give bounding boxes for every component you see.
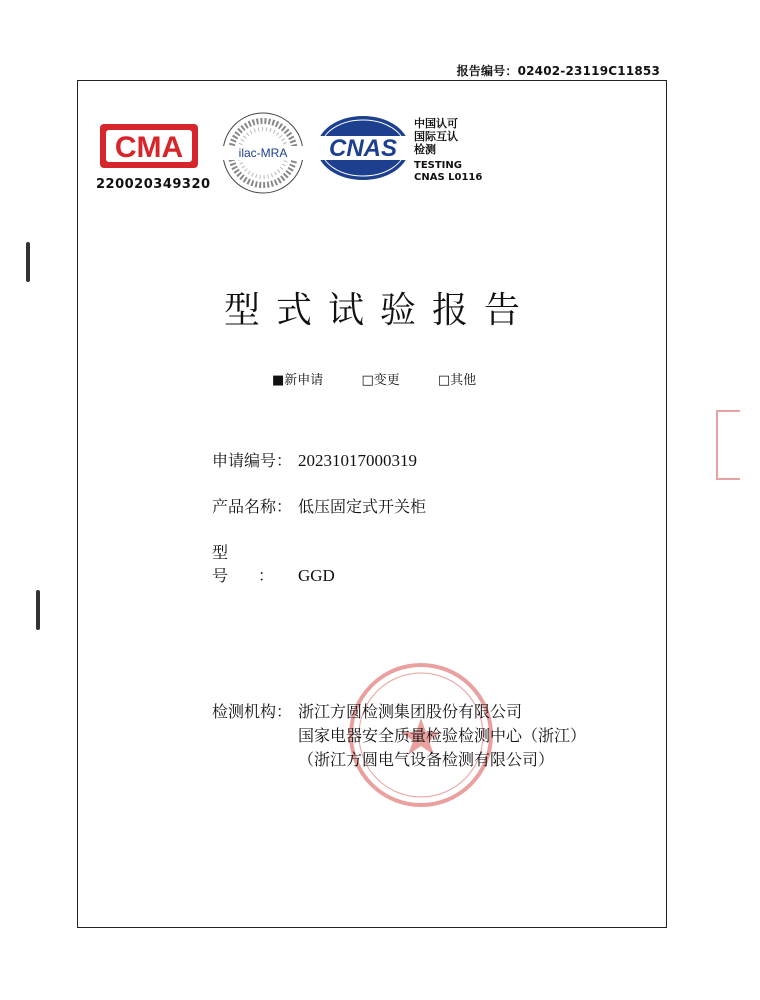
- cnas-testing-text: [414, 160, 482, 184]
- binding-mark: [26, 242, 30, 282]
- application-number-value: 20231017000319: [298, 451, 417, 470]
- ilac-mra-logo: [218, 110, 308, 196]
- cnas-cn-line: 检测: [414, 143, 436, 156]
- application-type-options: [272, 369, 510, 388]
- cnas-cn-text: [414, 117, 458, 156]
- organization-line: 国家电器安全质量检验检测中心（浙江）: [298, 726, 587, 745]
- cma-text: CMA: [114, 131, 184, 164]
- cnas-cn-line: 中国认可: [414, 117, 458, 130]
- edge-seal-mark: [716, 410, 740, 480]
- ilac-text: ilac-MRA: [238, 146, 288, 160]
- model-field: [212, 540, 335, 586]
- model-value: GGD: [298, 566, 335, 585]
- report-number: 报告编号：02402-23119C11853: [456, 64, 660, 78]
- product-name-field: [212, 494, 426, 517]
- option-change: □变更: [361, 373, 400, 388]
- product-name-value: 低压固定式开关柜: [298, 497, 427, 516]
- report-title: 型式试验报告: [223, 290, 536, 331]
- cnas-logo: [314, 112, 412, 182]
- option-other: □其他: [437, 373, 477, 388]
- application-number-field: [212, 448, 417, 471]
- organization-label: 检测机构：: [212, 702, 293, 721]
- product-name-label: 产品名称：: [212, 497, 293, 516]
- testing-organization: [212, 700, 586, 772]
- model-label: 型号：: [212, 543, 305, 585]
- cnas-cn-line: 国际互认: [414, 130, 458, 143]
- cnas-text: CNAS: [328, 135, 398, 162]
- cma-logo: [96, 116, 202, 176]
- organization-line: （浙江方圆电气设备检测有限公司）: [298, 750, 555, 769]
- organization-line: 浙江方圆检测集团股份有限公司: [298, 702, 523, 721]
- cnas-code: CNAS L0116: [414, 172, 483, 183]
- cma-number: 220020349320: [96, 177, 211, 192]
- binding-mark: [36, 590, 40, 630]
- option-new-application: ■新申请: [272, 373, 324, 388]
- cnas-testing-label: TESTING: [414, 160, 462, 171]
- application-number-label: 申请编号：: [212, 451, 293, 470]
